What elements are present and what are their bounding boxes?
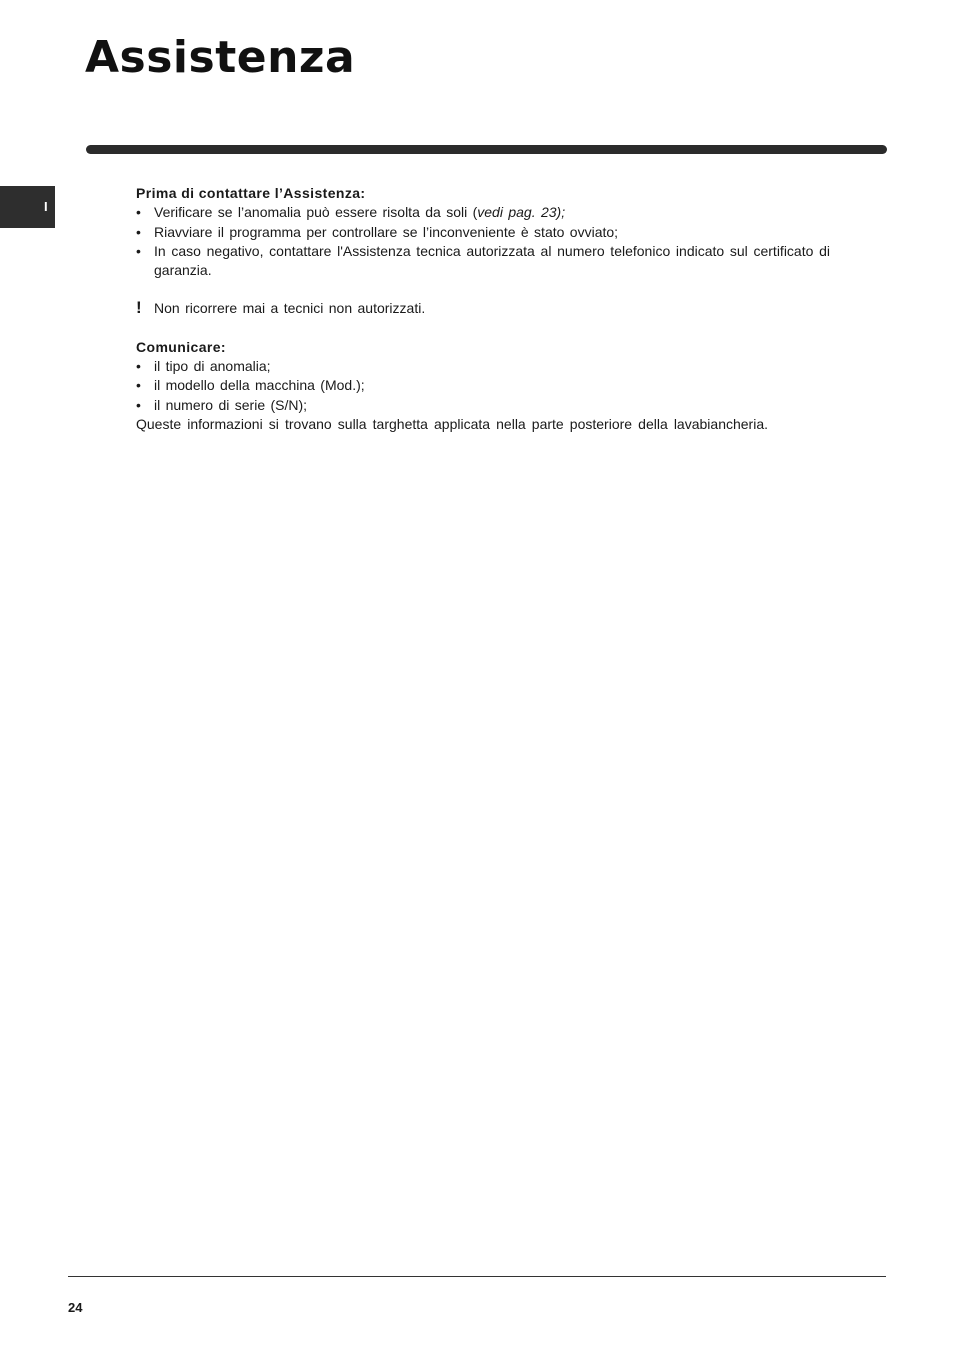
- list-item-text: il tipo di anomalia;: [154, 358, 271, 375]
- closing-paragraph: Queste informazioni si trovano sulla targhetta applicata nella parte posteriore della lavabiancheria.: [136, 415, 768, 432]
- warning-text: Non ricorrere mai a tecnici non autorizzati.: [154, 300, 426, 317]
- language-tab: [0, 186, 55, 228]
- footer-divider: [68, 1276, 886, 1277]
- communicate-section: [136, 338, 830, 434]
- title-divider: [86, 145, 887, 154]
- list-item-text: In caso negativo, contattare l'Assistenza tecnica autorizzata al numero telefonico indicato sul certificato di garanzia.: [154, 242, 830, 279]
- list-item-text: Verificare se l’anomalia può essere risolta da soli (: [154, 204, 478, 221]
- communicate-list: [136, 357, 830, 415]
- before-contacting-section: [136, 184, 830, 280]
- list-item: [136, 242, 830, 281]
- bullet-icon: •: [136, 223, 141, 240]
- list-item: [136, 203, 830, 222]
- bullet-icon: •: [136, 377, 141, 394]
- list-item: [136, 357, 830, 376]
- list-item: [136, 376, 830, 395]
- page-number: 24: [68, 1300, 83, 1315]
- before-contacting-list: [136, 203, 830, 280]
- warning-icon: !: [136, 298, 142, 318]
- language-tab-label: I: [44, 199, 48, 214]
- list-item-text: Riavviare il programma per controllare se l’inconveniente è stato ovviato;: [154, 223, 619, 240]
- content: [136, 184, 830, 434]
- bullet-icon: •: [136, 396, 141, 413]
- page-reference: vedi pag. 23);: [477, 204, 566, 221]
- bullet-icon: •: [136, 242, 141, 259]
- bullet-icon: •: [136, 204, 141, 221]
- list-item: [136, 396, 830, 415]
- before-contacting-heading: Prima di contattare l’Assistenza:: [136, 185, 366, 201]
- page-title: Assistenza: [85, 32, 356, 83]
- communicate-heading: Comunicare:: [136, 338, 226, 355]
- list-item: [136, 223, 830, 242]
- bullet-icon: •: [136, 358, 141, 375]
- list-item-text: il numero di serie (S/N);: [154, 396, 308, 413]
- list-item-text: il modello della macchina (Mod.);: [154, 377, 365, 394]
- warning-note: [136, 299, 830, 318]
